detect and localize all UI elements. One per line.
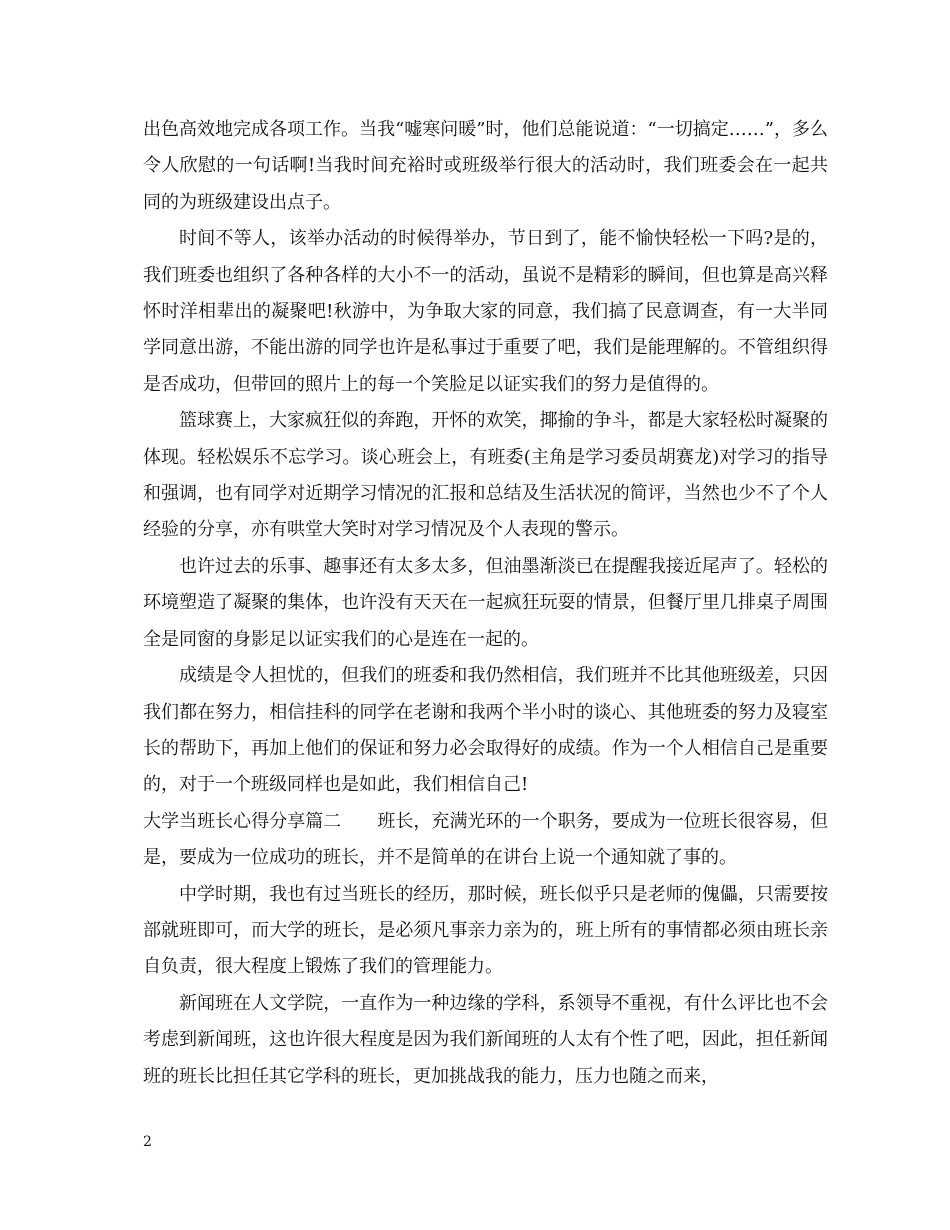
paragraph-6: 大学当班长心得分享篇二 班长，充满光环的一个职务，要成为一位班长很容易，但是，要成为一位成功的班长，并不是简单的在讲台上说一个通知就了事的。 [143,810,828,869]
paragraph-8: 新闻班在人文学院，一直作为一种边缘的学科，系领导不重视，有什么评比也不会考虑到新闻班，这也许很大程度是因为我们新闻班的人太有个性了吧，因此，担任新闻班的班长比担任其它学科的班长，更加挑战我的能力，压力也随之而来， [143,992,828,1087]
document-body [143,112,828,1095]
paragraph-3: 篮球赛上，大家疯狂似的奔跑，开怀的欢笑，揶揄的争斗，都是大家轻松时凝聚的体现。轻松娱乐不忘学习。谈心班会上，有班委(主角是学习委员胡赛龙)对学习的指导和强调，也有同学对近期学习情况的汇报和总结及生活状况的简评，当然也少不了个人经验的分享，亦有哄堂大笑时对学习情况及个人表现的警示。 [143,410,828,541]
page-number: 2 [143,1134,152,1150]
paragraph-4: 也许过去的乐事、趣事还有太多太多，但油墨渐淡已在提醒我接近尾声了。轻松的环境塑造了凝聚的集体，也许没有天天在一起疯狂玩耍的情景，但餐厅里几排桌子周围全是同窗的身影足以证实我们的心是连在一起的。 [143,555,828,650]
paragraph-5: 成绩是令人担忧的，但我们的班委和我仍然相信，我们班并不比其他班级差，只因我们都在努力，相信挂科的同学在老谢和我两个半小时的谈心、其他班委的努力及寝室长的帮助下，再加上他们的保证和努力必会取得好的成绩。作为一个人相信自己是重要的，对于一个班级同样也是如此，我们相信自己! [143,665,828,796]
paragraph-1: 出色高效地完成各项工作。当我“嘘寒问暖”时，他们总能说道：“一切搞定……”，多么令人欣慰的一句话啊!当我时间充裕时或班级举行很大的活动时，我们班委会在一起共同的为班级建设出点子。 [143,119,828,213]
paragraph-7: 中学时期，我也有过当班长的经历，那时候，班长似乎只是老师的傀儡，只需要按部就班即可，而大学的班长，是必须凡事亲力亲为的，班上所有的事情都必须由班长亲自负责，很大程度上锻炼了我们的管理能力。 [143,883,828,978]
paragraph-2: 时间不等人，该举办活动的时候得举办，节日到了，能不愉快轻松一下吗?是的，我们班委也组织了各种各样的大小不一的活动，虽说不是精彩的瞬间，但也算是高兴释怀时洋相辈出的凝聚吧!秋游中，为争取大家的同意，我们搞了民意调查，有一大半同学同意出游，不能出游的同学也许是私事过于重要了吧，我们是能理解的。不管组织得是否成功，但带回的照片上的每一个笑脸足以证实我们的努力是值得的。 [143,228,828,395]
